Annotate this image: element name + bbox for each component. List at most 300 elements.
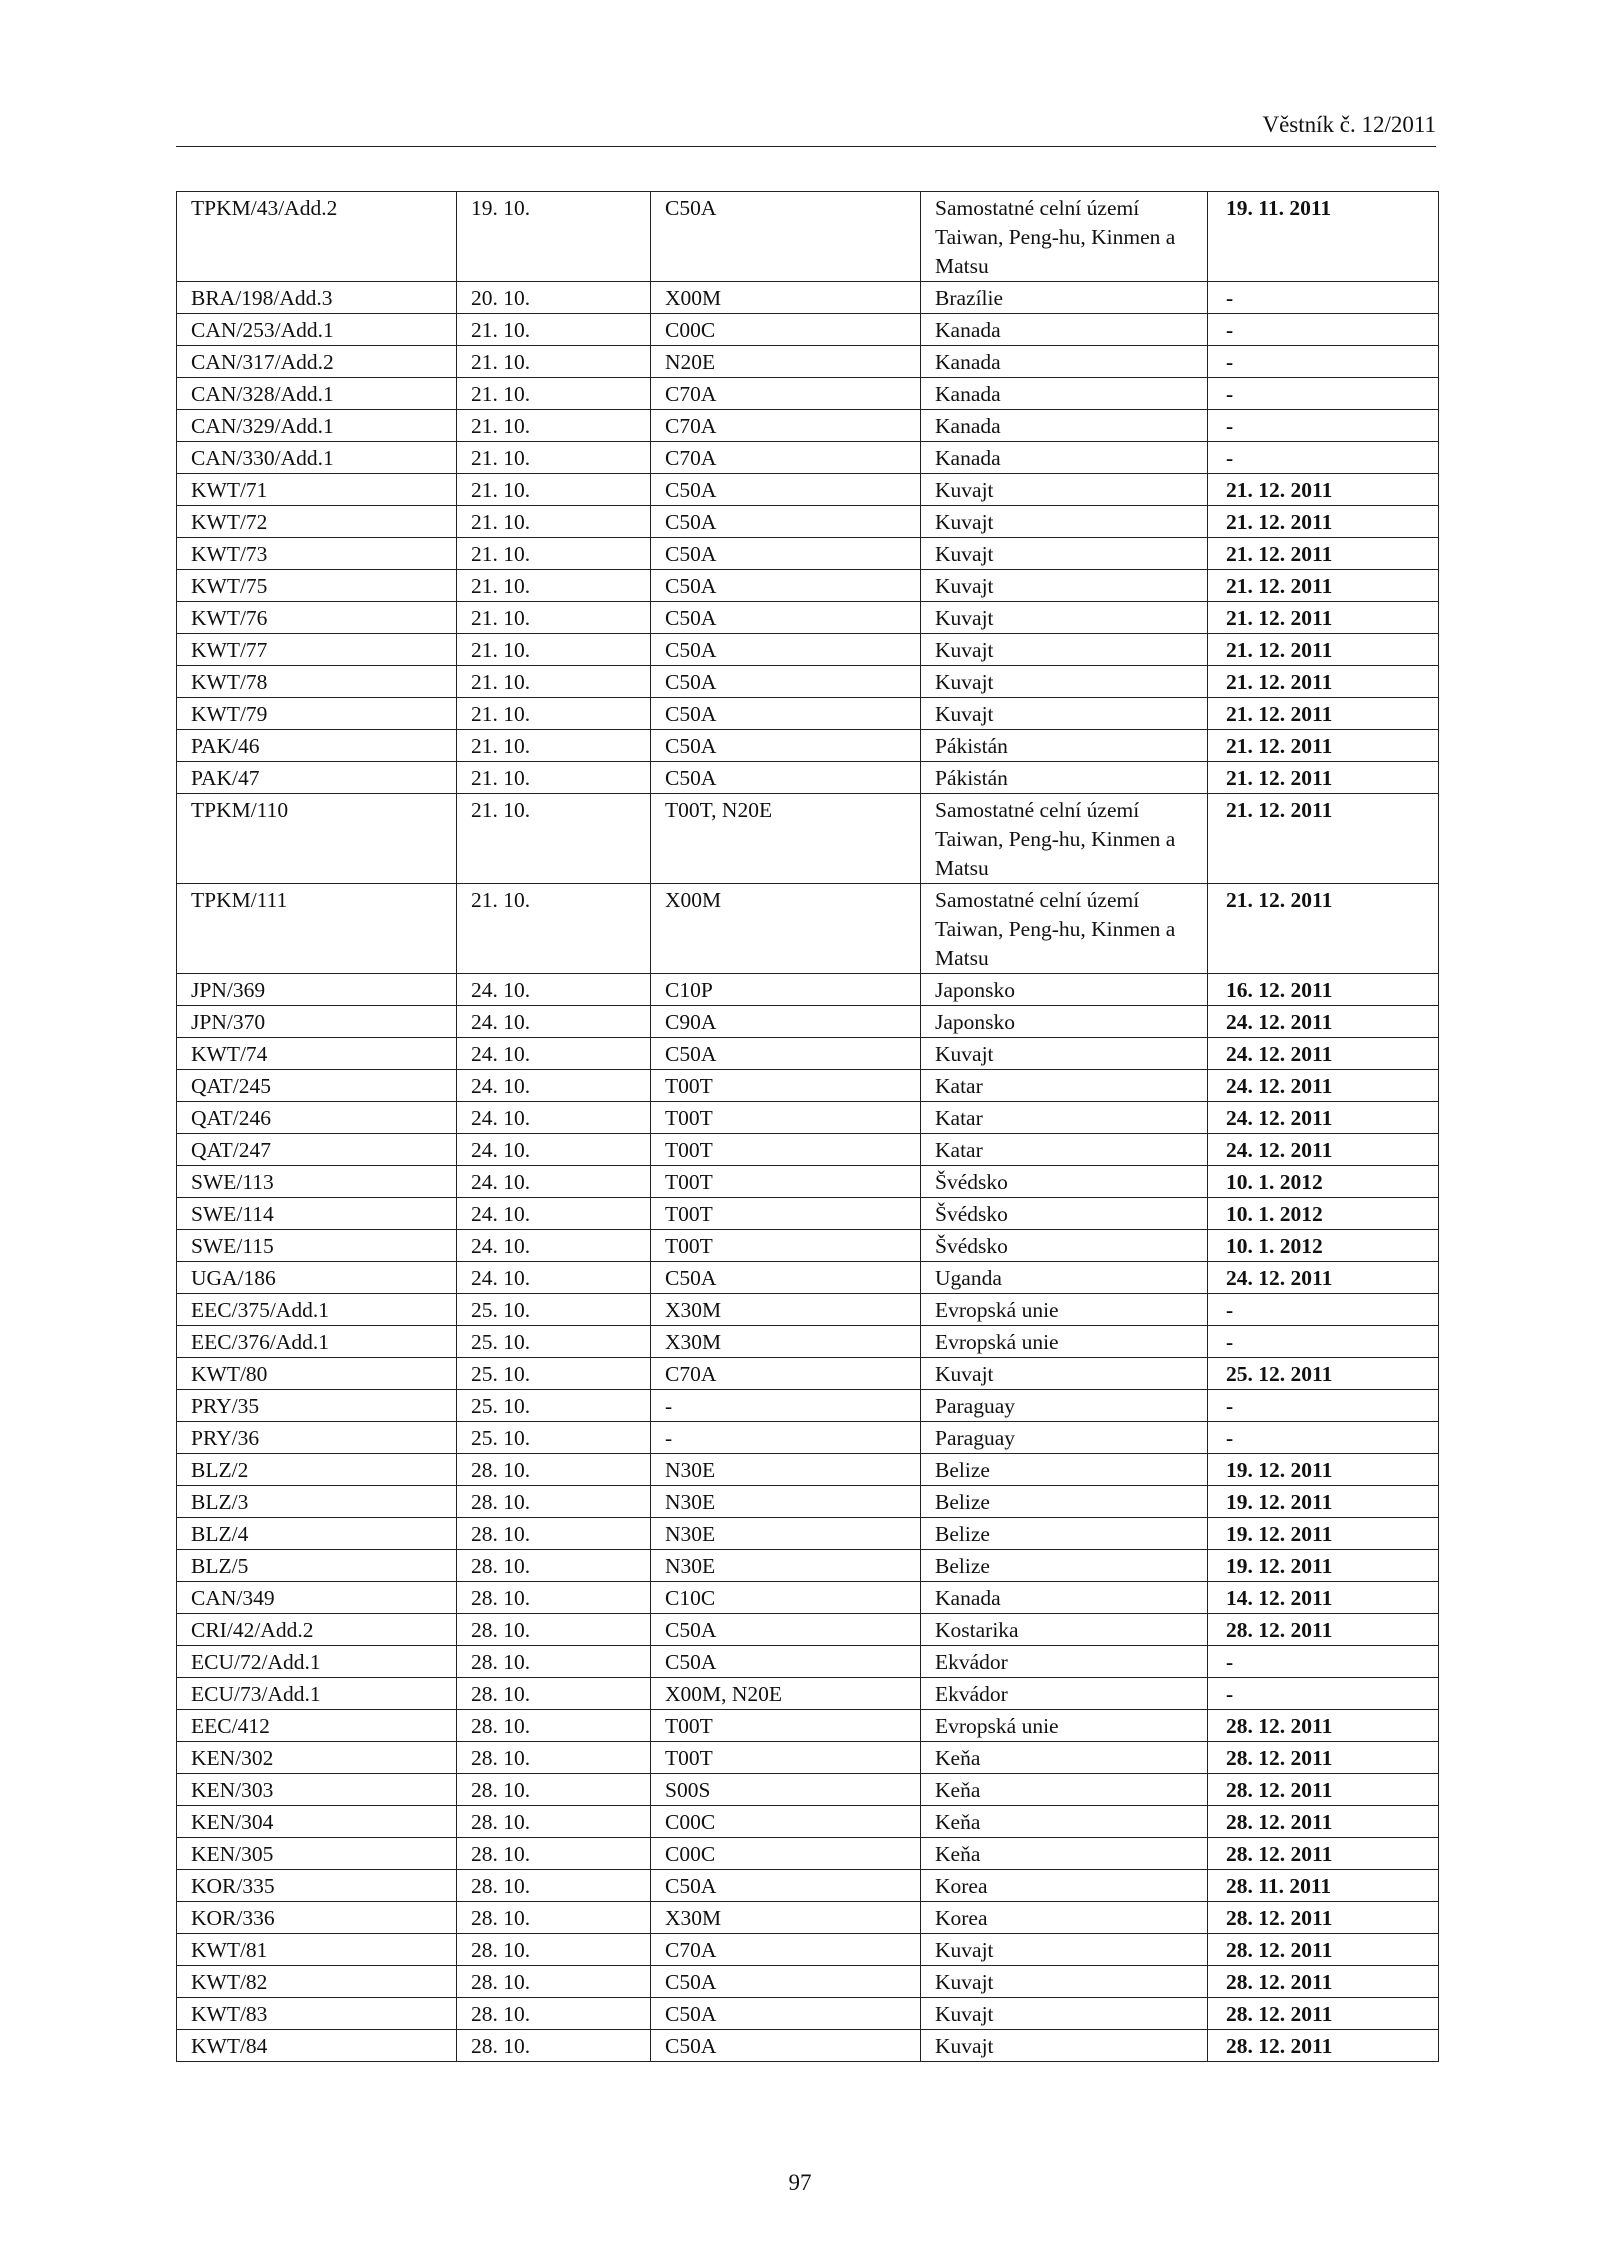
code-cell: C50A (651, 1966, 921, 1998)
country-cell: Švédsko (921, 1230, 1208, 1262)
table-row (177, 1486, 1439, 1518)
table-row (177, 634, 1439, 666)
code-cell: X30M (651, 1326, 921, 1358)
table-row (177, 1678, 1439, 1710)
deadline-cell: 28. 12. 2011 (1208, 1614, 1439, 1646)
date-received-cell: 28. 10. (457, 1998, 651, 2030)
symbol-cell: TPKM/111 (177, 884, 457, 974)
symbol-cell: JPN/370 (177, 1006, 457, 1038)
country-cell: Evropská unie (921, 1710, 1208, 1742)
symbol-cell: QAT/246 (177, 1102, 457, 1134)
date-received-cell: 28. 10. (457, 1614, 651, 1646)
symbol-cell: CAN/330/Add.1 (177, 442, 457, 474)
table-row (177, 1966, 1439, 1998)
deadline-cell: 21. 12. 2011 (1208, 602, 1439, 634)
code-cell: C50A (651, 730, 921, 762)
code-cell: N30E (651, 1454, 921, 1486)
country-cell: Belize (921, 1454, 1208, 1486)
code-cell: N30E (651, 1486, 921, 1518)
date-received-cell: 28. 10. (457, 1934, 651, 1966)
country-cell: Japonsko (921, 974, 1208, 1006)
table-row (177, 192, 1439, 282)
deadline-cell: 21. 12. 2011 (1208, 884, 1439, 974)
deadline-cell: - (1208, 282, 1439, 314)
date-received-cell: 24. 10. (457, 1262, 651, 1294)
table-row (177, 1262, 1439, 1294)
table-row (177, 1070, 1439, 1102)
deadline-cell: - (1208, 1294, 1439, 1326)
symbol-cell: KWT/77 (177, 634, 457, 666)
date-received-cell: 28. 10. (457, 1646, 651, 1678)
country-cell: Samostatné celní území Taiwan, Peng-hu, Kinmen a Matsu (921, 192, 1208, 282)
country-cell: Evropská unie (921, 1294, 1208, 1326)
table-row (177, 1198, 1439, 1230)
country-cell: Kuvajt (921, 506, 1208, 538)
deadline-cell: - (1208, 1678, 1439, 1710)
table-row (177, 442, 1439, 474)
code-cell: - (651, 1422, 921, 1454)
deadline-cell: - (1208, 378, 1439, 410)
symbol-cell: PRY/36 (177, 1422, 457, 1454)
table-row (177, 1230, 1439, 1262)
code-cell: C50A (651, 2030, 921, 2062)
deadline-cell: 24. 12. 2011 (1208, 1262, 1439, 1294)
country-cell: Korea (921, 1902, 1208, 1934)
date-received-cell: 25. 10. (457, 1390, 651, 1422)
table-row (177, 1038, 1439, 1070)
date-received-cell: 28. 10. (457, 1742, 651, 1774)
country-cell: Kuvajt (921, 1038, 1208, 1070)
country-cell: Pákistán (921, 762, 1208, 794)
country-cell: Kuvajt (921, 634, 1208, 666)
deadline-cell: 24. 12. 2011 (1208, 1102, 1439, 1134)
deadline-cell: 14. 12. 2011 (1208, 1582, 1439, 1614)
code-cell: T00T (651, 1710, 921, 1742)
code-cell: T00T, N20E (651, 794, 921, 884)
date-received-cell: 21. 10. (457, 410, 651, 442)
symbol-cell: CAN/349 (177, 1582, 457, 1614)
date-received-cell: 28. 10. (457, 1550, 651, 1582)
table-row (177, 410, 1439, 442)
deadline-cell: 21. 12. 2011 (1208, 762, 1439, 794)
table-row (177, 762, 1439, 794)
date-received-cell: 21. 10. (457, 884, 651, 974)
table-row (177, 1134, 1439, 1166)
symbol-cell: KEN/305 (177, 1838, 457, 1870)
deadline-cell: 10. 1. 2012 (1208, 1198, 1439, 1230)
date-received-cell: 28. 10. (457, 1454, 651, 1486)
table-row (177, 1870, 1439, 1902)
code-cell: C90A (651, 1006, 921, 1038)
symbol-cell: ECU/73/Add.1 (177, 1678, 457, 1710)
date-received-cell: 28. 10. (457, 1870, 651, 1902)
symbol-cell: EEC/412 (177, 1710, 457, 1742)
symbol-cell: KWT/82 (177, 1966, 457, 1998)
date-received-cell: 24. 10. (457, 1166, 651, 1198)
country-cell: Kanada (921, 1582, 1208, 1614)
deadline-cell: 28. 12. 2011 (1208, 1966, 1439, 1998)
code-cell: C50A (651, 1038, 921, 1070)
country-cell: Uganda (921, 1262, 1208, 1294)
date-received-cell: 24. 10. (457, 1006, 651, 1038)
deadline-cell: 25. 12. 2011 (1208, 1358, 1439, 1390)
table-row (177, 1902, 1439, 1934)
table-row (177, 378, 1439, 410)
country-cell: Kuvajt (921, 1358, 1208, 1390)
symbol-cell: KEN/302 (177, 1742, 457, 1774)
deadline-cell: 10. 1. 2012 (1208, 1230, 1439, 1262)
symbol-cell: CAN/317/Add.2 (177, 346, 457, 378)
code-cell: C70A (651, 1934, 921, 1966)
date-received-cell: 21. 10. (457, 602, 651, 634)
deadline-cell: - (1208, 1326, 1439, 1358)
table-row (177, 2030, 1439, 2062)
country-cell: Kanada (921, 378, 1208, 410)
code-cell: X30M (651, 1902, 921, 1934)
country-cell: Samostatné celní území Taiwan, Peng-hu, Kinmen a Matsu (921, 794, 1208, 884)
symbol-cell: KEN/303 (177, 1774, 457, 1806)
table-row (177, 1454, 1439, 1486)
date-received-cell: 21. 10. (457, 474, 651, 506)
table-row (177, 1166, 1439, 1198)
deadline-cell: 24. 12. 2011 (1208, 1006, 1439, 1038)
deadline-cell: 28. 12. 2011 (1208, 1710, 1439, 1742)
table-row (177, 698, 1439, 730)
symbol-cell: PAK/47 (177, 762, 457, 794)
code-cell: C50A (651, 506, 921, 538)
date-received-cell: 21. 10. (457, 570, 651, 602)
symbol-cell: EEC/376/Add.1 (177, 1326, 457, 1358)
symbol-cell: KWT/81 (177, 1934, 457, 1966)
deadline-cell: - (1208, 346, 1439, 378)
table-row (177, 974, 1439, 1006)
date-received-cell: 24. 10. (457, 1070, 651, 1102)
table-row (177, 602, 1439, 634)
date-received-cell: 25. 10. (457, 1326, 651, 1358)
table-row (177, 538, 1439, 570)
symbol-cell: KWT/83 (177, 1998, 457, 2030)
deadline-cell: 21. 12. 2011 (1208, 634, 1439, 666)
symbol-cell: UGA/186 (177, 1262, 457, 1294)
table-row (177, 1710, 1439, 1742)
code-cell: C50A (651, 192, 921, 282)
code-cell: C50A (651, 602, 921, 634)
country-cell: Kuvajt (921, 602, 1208, 634)
table-row (177, 570, 1439, 602)
code-cell: C50A (651, 698, 921, 730)
code-cell: C50A (651, 570, 921, 602)
country-cell: Belize (921, 1486, 1208, 1518)
notification-table (176, 191, 1439, 2062)
table-row (177, 282, 1439, 314)
code-cell: C10C (651, 1582, 921, 1614)
symbol-cell: SWE/113 (177, 1166, 457, 1198)
table-row (177, 1326, 1439, 1358)
deadline-cell: 28. 12. 2011 (1208, 2030, 1439, 2062)
table-row (177, 1006, 1439, 1038)
symbol-cell: EEC/375/Add.1 (177, 1294, 457, 1326)
deadline-cell: 28. 12. 2011 (1208, 1774, 1439, 1806)
deadline-cell: 21. 12. 2011 (1208, 506, 1439, 538)
date-received-cell: 25. 10. (457, 1294, 651, 1326)
symbol-cell: SWE/114 (177, 1198, 457, 1230)
date-received-cell: 28. 10. (457, 1518, 651, 1550)
symbol-cell: PRY/35 (177, 1390, 457, 1422)
symbol-cell: SWE/115 (177, 1230, 457, 1262)
country-cell: Brazílie (921, 282, 1208, 314)
table-row (177, 884, 1439, 974)
code-cell: C50A (651, 538, 921, 570)
country-cell: Belize (921, 1550, 1208, 1582)
code-cell: T00T (651, 1070, 921, 1102)
table-row (177, 1102, 1439, 1134)
deadline-cell: 28. 12. 2011 (1208, 1902, 1439, 1934)
date-received-cell: 24. 10. (457, 1102, 651, 1134)
country-cell: Evropská unie (921, 1326, 1208, 1358)
date-received-cell: 21. 10. (457, 314, 651, 346)
country-cell: Katar (921, 1134, 1208, 1166)
deadline-cell: 21. 12. 2011 (1208, 474, 1439, 506)
code-cell: N30E (651, 1518, 921, 1550)
table-row (177, 314, 1439, 346)
table-row (177, 1806, 1439, 1838)
country-cell: Ekvádor (921, 1678, 1208, 1710)
symbol-cell: CAN/329/Add.1 (177, 410, 457, 442)
symbol-cell: BLZ/3 (177, 1486, 457, 1518)
date-received-cell: 21. 10. (457, 378, 651, 410)
deadline-cell: - (1208, 1646, 1439, 1678)
table-row (177, 1358, 1439, 1390)
country-cell: Švédsko (921, 1198, 1208, 1230)
deadline-cell: 21. 12. 2011 (1208, 570, 1439, 602)
country-cell: Kuvajt (921, 666, 1208, 698)
code-cell: T00T (651, 1230, 921, 1262)
table-row (177, 1646, 1439, 1678)
code-cell: X00M, N20E (651, 1678, 921, 1710)
date-received-cell: 25. 10. (457, 1358, 651, 1390)
symbol-cell: BLZ/2 (177, 1454, 457, 1486)
table-row (177, 1518, 1439, 1550)
code-cell: C70A (651, 442, 921, 474)
deadline-cell: - (1208, 314, 1439, 346)
code-cell: C50A (651, 1998, 921, 2030)
deadline-cell: 19. 12. 2011 (1208, 1518, 1439, 1550)
code-cell: X00M (651, 282, 921, 314)
date-received-cell: 20. 10. (457, 282, 651, 314)
date-received-cell: 21. 10. (457, 730, 651, 762)
code-cell: - (651, 1390, 921, 1422)
journal-title: Věstník č. 12/2011 (1262, 112, 1436, 137)
symbol-cell: KOR/336 (177, 1902, 457, 1934)
table-row (177, 1774, 1439, 1806)
symbol-cell: KWT/79 (177, 698, 457, 730)
country-cell: Kuvajt (921, 1966, 1208, 1998)
country-cell: Kanada (921, 346, 1208, 378)
date-received-cell: 24. 10. (457, 1230, 651, 1262)
deadline-cell: 24. 12. 2011 (1208, 1070, 1439, 1102)
date-received-cell: 28. 10. (457, 2030, 651, 2062)
date-received-cell: 28. 10. (457, 1678, 651, 1710)
symbol-cell: CAN/328/Add.1 (177, 378, 457, 410)
deadline-cell: 28. 12. 2011 (1208, 1934, 1439, 1966)
date-received-cell: 21. 10. (457, 538, 651, 570)
table-row (177, 730, 1439, 762)
deadline-cell: 28. 12. 2011 (1208, 1998, 1439, 2030)
symbol-cell: ECU/72/Add.1 (177, 1646, 457, 1678)
table-row (177, 1614, 1439, 1646)
country-cell: Korea (921, 1870, 1208, 1902)
symbol-cell: BRA/198/Add.3 (177, 282, 457, 314)
code-cell: N20E (651, 346, 921, 378)
code-cell: C50A (651, 1262, 921, 1294)
symbol-cell: CAN/253/Add.1 (177, 314, 457, 346)
country-cell: Kostarika (921, 1614, 1208, 1646)
date-received-cell: 21. 10. (457, 762, 651, 794)
table-row (177, 1582, 1439, 1614)
date-received-cell: 24. 10. (457, 974, 651, 1006)
symbol-cell: KWT/72 (177, 506, 457, 538)
deadline-cell: - (1208, 1422, 1439, 1454)
deadline-cell: 24. 12. 2011 (1208, 1134, 1439, 1166)
deadline-cell: 28. 12. 2011 (1208, 1806, 1439, 1838)
country-cell: Pákistán (921, 730, 1208, 762)
symbol-cell: PAK/46 (177, 730, 457, 762)
deadline-cell: 19. 12. 2011 (1208, 1454, 1439, 1486)
country-cell: Kuvajt (921, 1998, 1208, 2030)
code-cell: S00S (651, 1774, 921, 1806)
country-cell: Kuvajt (921, 2030, 1208, 2062)
date-received-cell: 28. 10. (457, 1486, 651, 1518)
symbol-cell: KEN/304 (177, 1806, 457, 1838)
symbol-cell: KOR/335 (177, 1870, 457, 1902)
deadline-cell: 28. 12. 2011 (1208, 1742, 1439, 1774)
country-cell: Ekvádor (921, 1646, 1208, 1678)
table-row (177, 666, 1439, 698)
table-row (177, 1390, 1439, 1422)
date-received-cell: 28. 10. (457, 1902, 651, 1934)
code-cell: C50A (651, 1646, 921, 1678)
deadline-cell: 19. 12. 2011 (1208, 1550, 1439, 1582)
date-received-cell: 28. 10. (457, 1806, 651, 1838)
code-cell: T00T (651, 1742, 921, 1774)
code-cell: T00T (651, 1102, 921, 1134)
date-received-cell: 21. 10. (457, 506, 651, 538)
date-received-cell: 21. 10. (457, 666, 651, 698)
symbol-cell: KWT/78 (177, 666, 457, 698)
symbol-cell: KWT/74 (177, 1038, 457, 1070)
code-cell: X30M (651, 1294, 921, 1326)
country-cell: Japonsko (921, 1006, 1208, 1038)
table-row (177, 1550, 1439, 1582)
code-cell: C50A (651, 1614, 921, 1646)
code-cell: C50A (651, 762, 921, 794)
country-cell: Kuvajt (921, 474, 1208, 506)
symbol-cell: KWT/80 (177, 1358, 457, 1390)
symbol-cell: CRI/42/Add.2 (177, 1614, 457, 1646)
date-received-cell: 28. 10. (457, 1774, 651, 1806)
code-cell: C10P (651, 974, 921, 1006)
country-cell: Keňa (921, 1806, 1208, 1838)
date-received-cell: 21. 10. (457, 698, 651, 730)
page-header (176, 112, 1436, 147)
code-cell: C50A (651, 474, 921, 506)
date-received-cell: 25. 10. (457, 1422, 651, 1454)
date-received-cell: 24. 10. (457, 1038, 651, 1070)
table-row (177, 1294, 1439, 1326)
symbol-cell: KWT/84 (177, 2030, 457, 2062)
deadline-cell: 21. 12. 2011 (1208, 538, 1439, 570)
country-cell: Katar (921, 1070, 1208, 1102)
deadline-cell: 21. 12. 2011 (1208, 698, 1439, 730)
deadline-cell: 19. 11. 2011 (1208, 192, 1439, 282)
code-cell: X00M (651, 884, 921, 974)
symbol-cell: QAT/245 (177, 1070, 457, 1102)
country-cell: Paraguay (921, 1390, 1208, 1422)
symbol-cell: KWT/71 (177, 474, 457, 506)
symbol-cell: TPKM/43/Add.2 (177, 192, 457, 282)
date-received-cell: 28. 10. (457, 1582, 651, 1614)
deadline-cell: 10. 1. 2012 (1208, 1166, 1439, 1198)
table-row (177, 1998, 1439, 2030)
date-received-cell: 28. 10. (457, 1838, 651, 1870)
deadline-cell: 28. 11. 2011 (1208, 1870, 1439, 1902)
code-cell: C70A (651, 378, 921, 410)
code-cell: C70A (651, 1358, 921, 1390)
deadline-cell: 21. 12. 2011 (1208, 730, 1439, 762)
code-cell: C00C (651, 1838, 921, 1870)
date-received-cell: 24. 10. (457, 1134, 651, 1166)
deadline-cell: - (1208, 442, 1439, 474)
code-cell: T00T (651, 1134, 921, 1166)
symbol-cell: KWT/75 (177, 570, 457, 602)
country-cell: Keňa (921, 1742, 1208, 1774)
country-cell: Keňa (921, 1838, 1208, 1870)
table-row (177, 1934, 1439, 1966)
page-number: 97 (788, 2170, 812, 2195)
country-cell: Kanada (921, 442, 1208, 474)
code-cell: C00C (651, 1806, 921, 1838)
code-cell: T00T (651, 1198, 921, 1230)
table-row (177, 506, 1439, 538)
code-cell: C70A (651, 410, 921, 442)
deadline-cell: 24. 12. 2011 (1208, 1038, 1439, 1070)
code-cell: C00C (651, 314, 921, 346)
table-row (177, 1742, 1439, 1774)
deadline-cell: 21. 12. 2011 (1208, 666, 1439, 698)
date-received-cell: 28. 10. (457, 1710, 651, 1742)
deadline-cell: 16. 12. 2011 (1208, 974, 1439, 1006)
country-cell: Paraguay (921, 1422, 1208, 1454)
table-row (177, 1422, 1439, 1454)
code-cell: C50A (651, 1870, 921, 1902)
table-row (177, 474, 1439, 506)
code-cell: T00T (651, 1166, 921, 1198)
date-received-cell: 21. 10. (457, 442, 651, 474)
symbol-cell: KWT/73 (177, 538, 457, 570)
symbol-cell: BLZ/5 (177, 1550, 457, 1582)
date-received-cell: 21. 10. (457, 794, 651, 884)
deadline-cell: - (1208, 1390, 1439, 1422)
country-cell: Kanada (921, 410, 1208, 442)
symbol-cell: QAT/247 (177, 1134, 457, 1166)
date-received-cell: 24. 10. (457, 1198, 651, 1230)
country-cell: Kuvajt (921, 538, 1208, 570)
code-cell: N30E (651, 1550, 921, 1582)
date-received-cell: 21. 10. (457, 346, 651, 378)
country-cell: Kuvajt (921, 1934, 1208, 1966)
country-cell: Katar (921, 1102, 1208, 1134)
table-row (177, 1838, 1439, 1870)
